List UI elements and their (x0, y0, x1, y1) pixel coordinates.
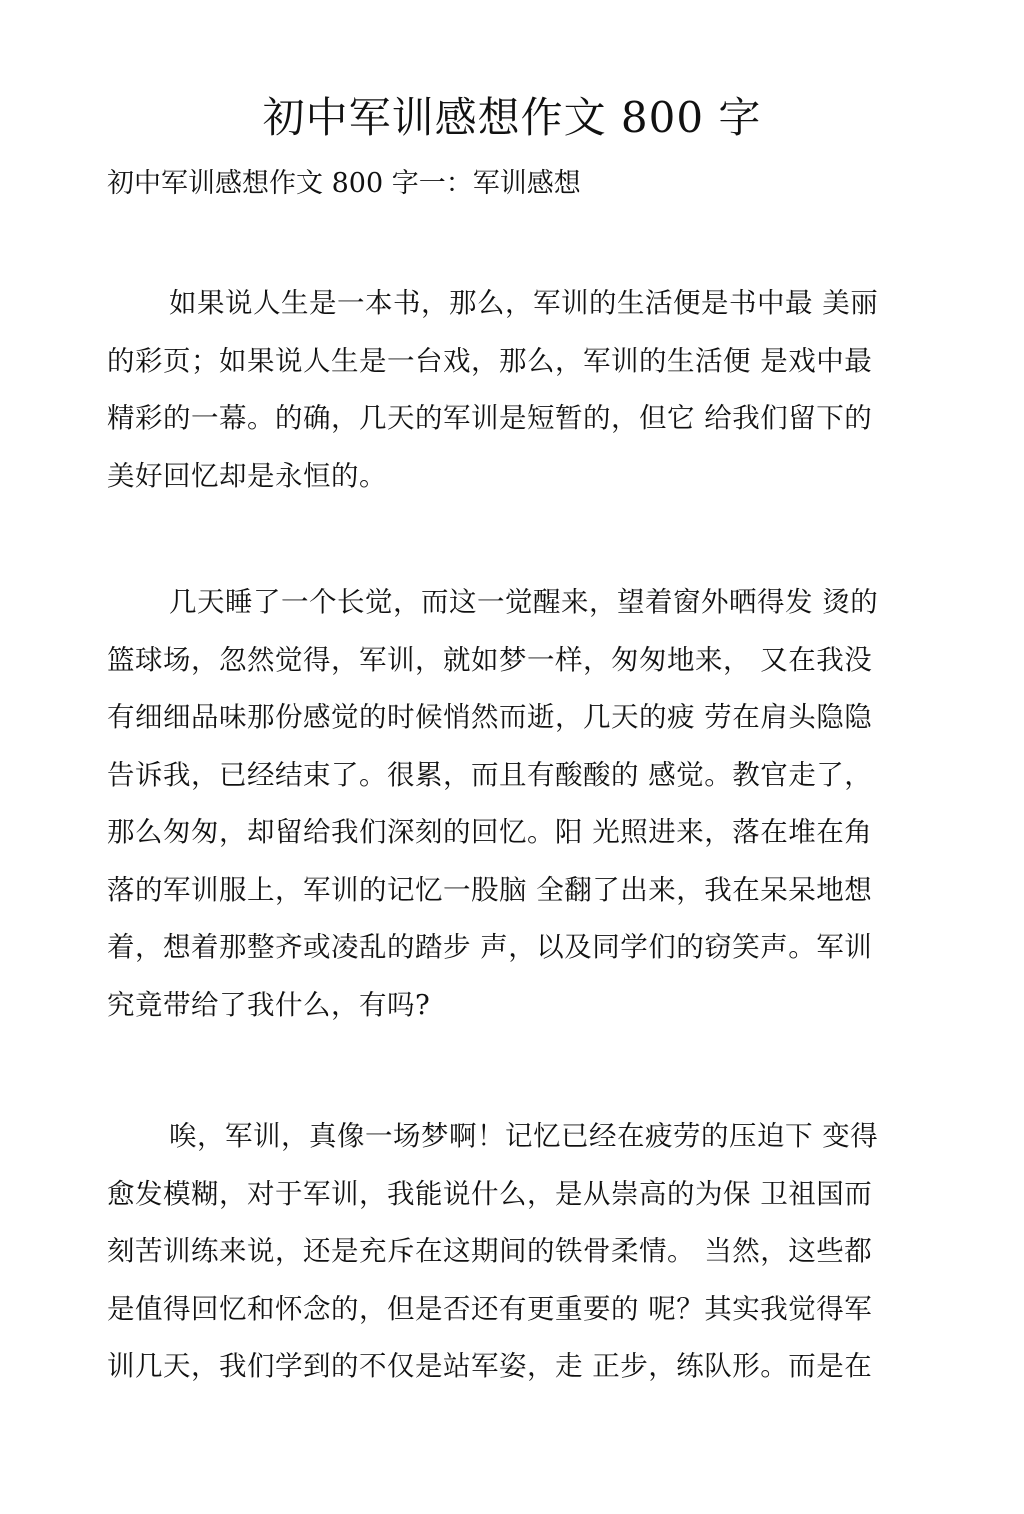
paragraph-line: 精彩的一幕。的确，几天的军训是短暂的，但它 给我们留下的 (107, 402, 873, 434)
paragraph-line: 告诉我，已经结束了。很累，而且有酸酸的 感觉。教官走了， (107, 758, 873, 791)
paragraph-line: 究竟带给了我什么，有吗? (107, 988, 431, 1021)
paragraph-line: 落的军训服上，军训的记忆一股脑 全翻了出来，我在呆呆地想 (107, 873, 873, 906)
paragraph-line: 愈发模糊，对于军训，我能说什么，是从崇高的为保 卫祖国而 (107, 1177, 873, 1210)
paragraph-line: 的彩页；如果说人生是一台戏，那么，军训的生活便 是戏中最 (107, 344, 873, 377)
paragraph-line: 如果说人生是一本书，那么，军训的生活便是书中最 美丽 (169, 287, 879, 319)
paragraph-line: 训几天，我们学到的不仅是站军姿，走 正步，练队形。而是在 (107, 1350, 873, 1382)
paragraph-line: 美好回忆却是永恒的。 (107, 459, 387, 492)
paragraph-2 (107, 574, 937, 1034)
paragraph-3 (107, 1108, 937, 1396)
paragraph-line: 那么匆匆，却留给我们深刻的回忆。阳 光照进来，落在堆在角 (107, 816, 873, 848)
paragraph-line: 着，想着那整齐或凌乱的踏步 声，以及同学们的窃笑声。军训 (107, 931, 873, 963)
paragraph-1 (107, 275, 937, 505)
paragraph-line: 几天睡了一个长觉，而这一觉醒来，望着窗外晒得发 烫的 (169, 586, 879, 618)
paragraph-line: 刻苦训练来说，还是充斥在这期间的铁骨柔情。 当然，这些都 (107, 1235, 873, 1267)
paragraph-line: 是值得回忆和怀念的，但是否还有更重要的 呢？其实我觉得军 (107, 1292, 873, 1325)
paragraph-line: 有细细品味那份感觉的时候悄然而逝，几天的疲 劳在肩头隐隐 (107, 701, 873, 733)
paragraph-line: 唉，军训，真像一场梦啊！记忆已经在疲劳的压迫下 变得 (169, 1120, 879, 1152)
document-title: 初中军训感想作文 800 字 (262, 93, 762, 142)
paragraph-line: 篮球场，忽然觉得，军训，就如梦一样，匆匆地来， 又在我没 (107, 643, 873, 676)
document-subtitle: 初中军训感想作文 800 字一：军训感想 (107, 168, 581, 199)
